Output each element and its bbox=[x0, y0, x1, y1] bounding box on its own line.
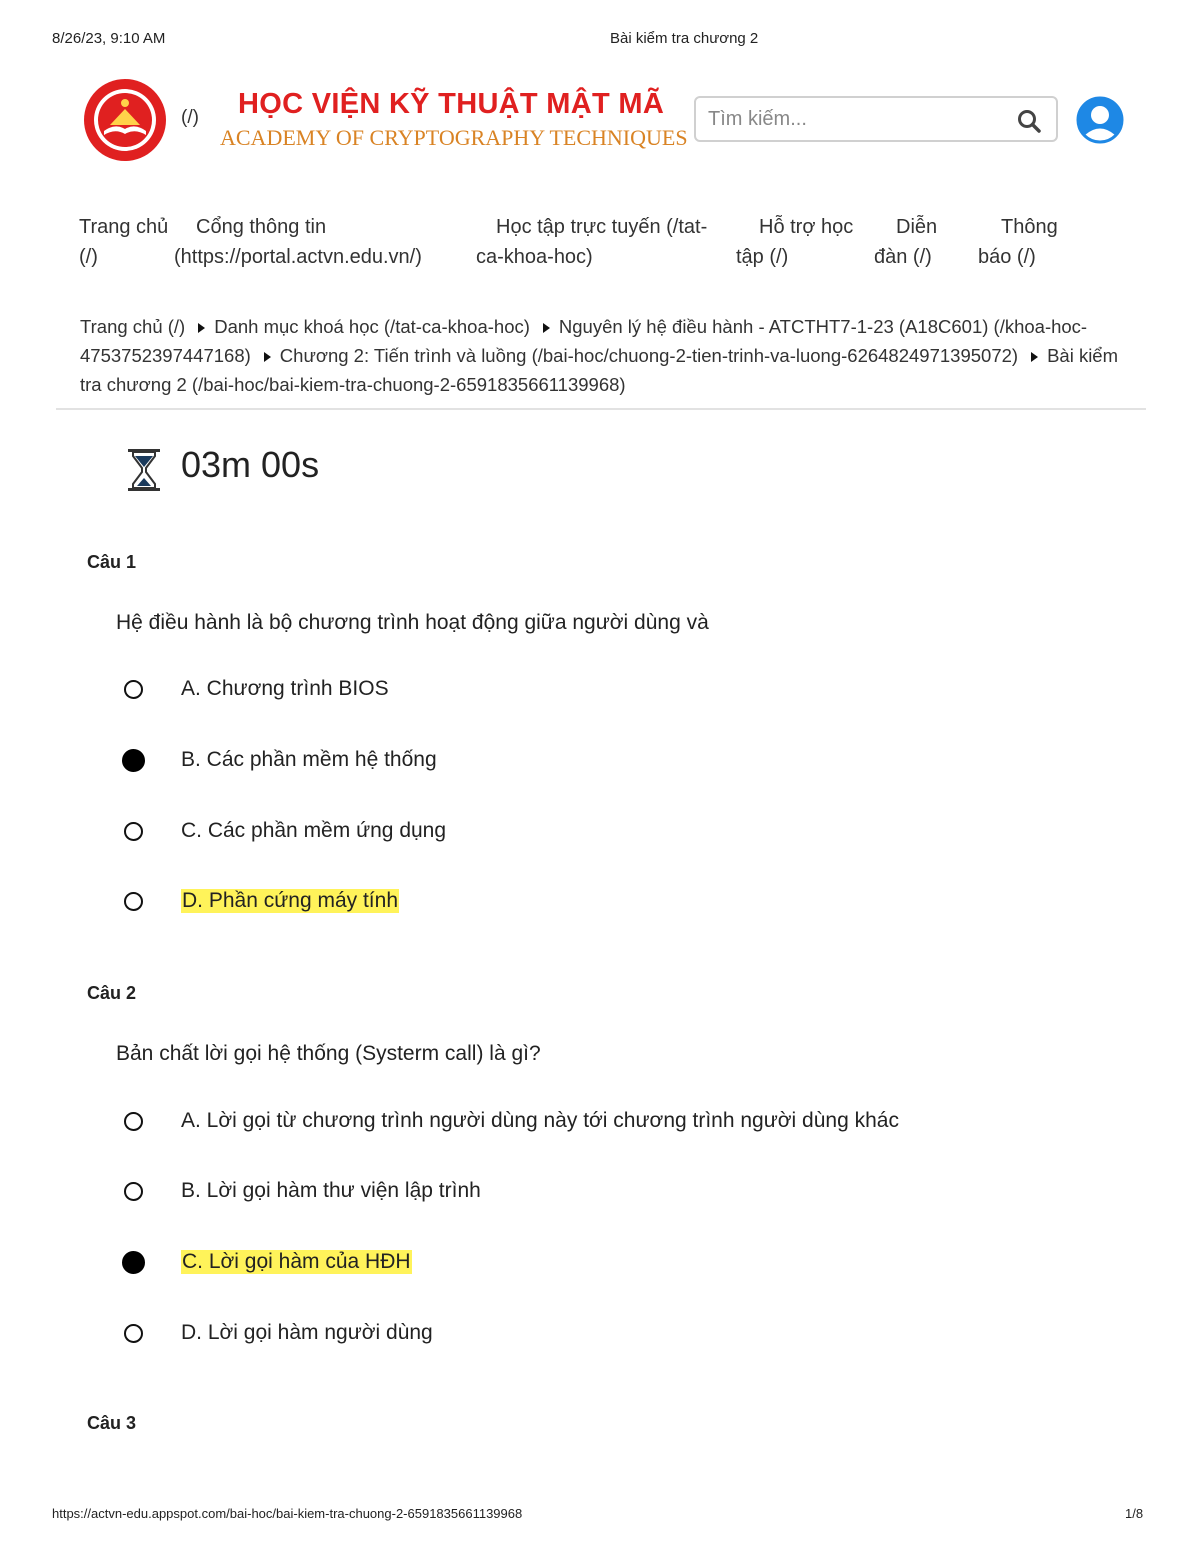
option-label: B. Các phần mềm hệ thống bbox=[181, 748, 437, 771]
option-label-highlighted: D. Phần cứng máy tính bbox=[182, 889, 398, 912]
nav-portal-label: Cổng thông tin bbox=[196, 216, 327, 238]
breadcrumb-course[interactable]: Nguyên lý hệ điều hành - ATCTHT7-1-23 (A18C601) (/khoa-hoc-4753752397447168) bbox=[80, 316, 1088, 366]
option-label: C. Các phần mềm ứng dụng bbox=[181, 819, 447, 842]
question-1-label: Câu 1 bbox=[87, 552, 137, 572]
question-2-option-b[interactable] bbox=[124, 1174, 481, 1208]
breadcrumb bbox=[80, 312, 1130, 399]
print-datetime: 8/26/23, 9:10 AM bbox=[52, 30, 166, 47]
question-1-text: Hệ điều hành là bộ chương trình hoạt động giữa người dùng và bbox=[116, 611, 709, 634]
print-page-title: Bài kiểm tra chương 2 bbox=[610, 30, 759, 47]
nav-home[interactable] bbox=[79, 212, 168, 272]
breadcrumb-chapter[interactable]: Chương 2: Tiến trình và luồng (/bai-hoc/chuong-2-tien-trinh-va-luong-6264824971395072) bbox=[279, 345, 1019, 366]
nav-notifications-label: Thông bbox=[1001, 216, 1058, 238]
question-1-option-c[interactable] bbox=[124, 814, 446, 848]
nav-portal-link: (https://portal.actvn.edu.vn/) bbox=[174, 246, 422, 268]
radio-button-selected[interactable] bbox=[122, 1251, 145, 1274]
nav-forum-link: đàn (/) bbox=[874, 246, 932, 268]
logo-home-link[interactable]: (/) bbox=[181, 107, 199, 128]
radio-button[interactable] bbox=[124, 892, 143, 911]
question-2-option-d[interactable] bbox=[124, 1316, 433, 1350]
print-footer-url: https://actvn-edu.appspot.com/bai-hoc/bai-kiem-tra-chuong-2-6591835661139968 bbox=[52, 1506, 523, 1521]
nav-online-learning[interactable] bbox=[476, 212, 707, 272]
search-box bbox=[694, 96, 1058, 142]
option-label-highlighted: C. Lời gọi hàm của HĐH bbox=[182, 1250, 411, 1273]
nav-forum[interactable] bbox=[874, 212, 937, 272]
academy-seal-logo[interactable] bbox=[82, 77, 168, 163]
question-2-option-a[interactable] bbox=[124, 1104, 899, 1138]
radio-button[interactable] bbox=[124, 1182, 143, 1201]
breadcrumb-caret-icon bbox=[264, 352, 271, 362]
nav-notifications-link: báo (/) bbox=[978, 246, 1036, 268]
search-input[interactable] bbox=[708, 105, 1008, 133]
nav-forum-label: Diễn bbox=[896, 216, 938, 238]
question-2-option-c[interactable] bbox=[124, 1245, 412, 1279]
question-1-option-b[interactable] bbox=[124, 743, 437, 777]
breadcrumb-caret-icon bbox=[198, 323, 205, 333]
nav-learning-support-link: tập (/) bbox=[736, 246, 789, 268]
nav-home-label: Trang chủ bbox=[79, 216, 169, 238]
question-2-text: Bản chất lời gọi hệ thống (Systerm call) là gì? bbox=[116, 1042, 541, 1065]
radio-button[interactable] bbox=[124, 1324, 143, 1343]
question-3-label: Câu 3 bbox=[87, 1413, 137, 1433]
breadcrumb-caret-icon bbox=[1031, 352, 1038, 362]
hourglass-icon bbox=[125, 447, 163, 493]
header-divider bbox=[56, 408, 1146, 410]
option-label: A. Lời gọi từ chương trình người dùng này tới chương trình người dùng khác bbox=[181, 1109, 899, 1132]
question-2-label: Câu 2 bbox=[87, 983, 137, 1003]
countdown-timer: 03m 00s bbox=[181, 444, 320, 485]
brand-name-english: ACADEMY OF CRYPTOGRAPHY TECHNIQUES bbox=[220, 125, 688, 150]
nav-online-learning-link: ca-khoa-hoc) bbox=[476, 246, 593, 268]
breadcrumb-home[interactable]: Trang chủ (/) bbox=[80, 316, 186, 337]
radio-button[interactable] bbox=[124, 680, 143, 699]
option-label: D. Lời gọi hàm người dùng bbox=[181, 1321, 433, 1344]
brand-name-vietnamese: HỌC VIỆN KỸ THUẬT MẬT MÃ bbox=[238, 88, 665, 120]
option-label: B. Lời gọi hàm thư viện lập trình bbox=[181, 1179, 481, 1202]
user-avatar-icon[interactable] bbox=[1076, 96, 1124, 144]
nav-notifications[interactable] bbox=[978, 212, 1058, 272]
nav-learning-support-label: Hỗ trợ học bbox=[759, 216, 854, 238]
breadcrumb-caret-icon bbox=[543, 323, 550, 333]
search-icon[interactable] bbox=[1016, 108, 1042, 134]
print-page-number: 1/8 bbox=[1125, 1506, 1144, 1521]
breadcrumb-catalog[interactable]: Danh mục khoá học (/tat-ca-khoa-hoc) bbox=[214, 316, 530, 337]
nav-home-link: (/) bbox=[79, 246, 98, 268]
option-label: A. Chương trình BIOS bbox=[181, 677, 389, 700]
radio-button-selected[interactable] bbox=[122, 749, 145, 772]
nav-learning-support[interactable] bbox=[736, 212, 853, 272]
nav-online-learning-label: Học tập trực tuyến (/tat- bbox=[496, 216, 708, 238]
question-1-option-a[interactable] bbox=[124, 672, 389, 706]
question-1-option-d[interactable] bbox=[124, 884, 399, 918]
breadcrumb-current[interactable]: Bài kiểm tra chương 2 (/bai-hoc/bai-kiem-tra-chuong-2-6591835661139968) bbox=[80, 345, 1119, 395]
nav-portal[interactable] bbox=[174, 212, 422, 272]
radio-button[interactable] bbox=[124, 822, 143, 841]
radio-button[interactable] bbox=[124, 1112, 143, 1131]
